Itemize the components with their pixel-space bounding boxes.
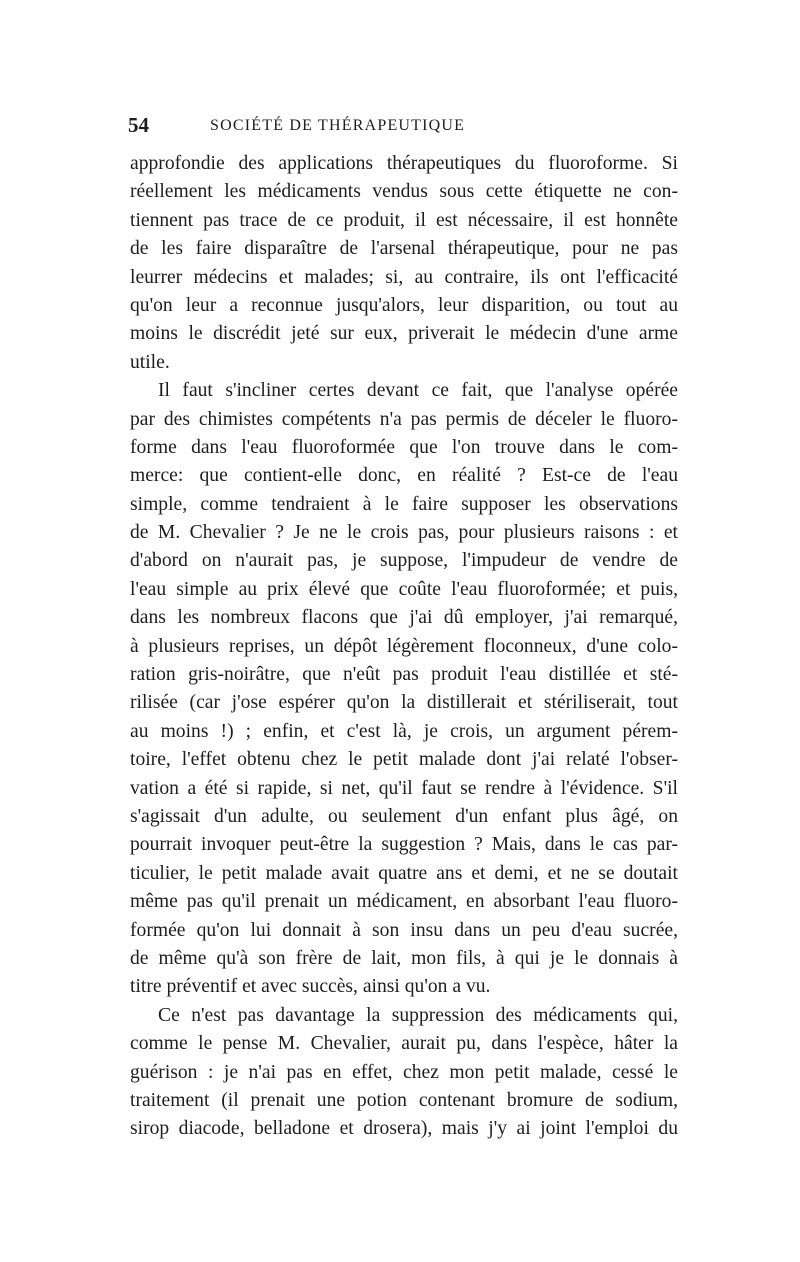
text-line: réellement les médicaments vendus sous cette étiquette ne con-: [130, 181, 678, 203]
text-line: même pas qu'il prenait un médicament, en absorbant l'eau fluoro-: [130, 891, 678, 913]
text-line: forme dans l'eau fluoroformée que l'on trouve dans le com-: [130, 436, 678, 458]
text-line: ticulier, le petit malade avait quatre ans et demi, et ne se doutait: [130, 862, 678, 884]
text-line: de même qu'à son frère de lait, mon fils, à qui je le donnais à: [130, 947, 678, 969]
text-line: titre préventif et avec succès, ainsi qu'on a vu.: [130, 976, 491, 998]
text-line: à plusieurs reprises, un dépôt légèrement floconneux, d'une colo-: [130, 635, 678, 657]
text-line: guérison : je n'ai pas en effet, chez mon petit malade, cessé le: [130, 1061, 678, 1083]
text-line: au moins !) ; enfin, et c'est là, je crois, un argument pérem-: [130, 720, 678, 742]
text-line: utile.: [130, 351, 170, 373]
running-title: SOCIÉTÉ DE THÉRAPEUTIQUE: [210, 117, 466, 134]
text-line: Ce n'est pas davantage la suppression des médicaments qui,: [158, 1004, 678, 1026]
text-line: par des chimistes compétents n'a pas permis de déceler le fluoro-: [130, 408, 678, 430]
text-line: pourrait invoquer peut-être la suggestion ? Mais, dans le cas par-: [130, 834, 678, 856]
text-line: de les faire disparaître de l'arsenal thérapeutique, pour ne pas: [130, 238, 678, 260]
text-line: dans les nombreux flacons que j'ai dû employer, j'ai remarqué,: [130, 607, 678, 629]
text-line: simple, comme tendraient à le faire supposer les observations: [130, 493, 678, 515]
text-line: formée qu'on lui donnait à son insu dans un peu d'eau sucrée,: [130, 919, 678, 941]
page-header: [128, 113, 680, 143]
text-line: traitement (il prenait une potion contenant bromure de sodium,: [130, 1089, 678, 1111]
text-line: ration gris-noirâtre, que n'eût pas produit l'eau distillée et sté-: [130, 664, 678, 686]
text-line: comme le pense M. Chevalier, aurait pu, dans l'espèce, hâter la: [130, 1033, 678, 1055]
text-line: d'abord on n'aurait pas, je suppose, l'impudeur de vendre de: [130, 550, 678, 572]
text-line: approfondie des applications thérapeutiques du fluoroforme. Si: [130, 153, 678, 174]
text-line: toire, l'effet obtenu chez le petit malade dont j'ai relaté l'obser-: [130, 749, 678, 771]
text-line: leurrer médecins et malades; si, au contraire, ils ont l'efficacité: [130, 266, 678, 288]
text-line: sirop diacode, belladone et drosera), mais j'y ai joint l'emploi du: [130, 1118, 678, 1140]
text-line: s'agissait d'un adulte, ou seulement d'un enfant plus âgé, on: [130, 805, 678, 827]
text-line: Il faut s'incliner certes devant ce fait, que l'analyse opérée: [158, 380, 678, 402]
text-line: moins le discrédit jeté sur eux, priverait le médecin d'une arme: [130, 323, 678, 345]
page-number: 54: [128, 113, 149, 137]
text-line: merce: que contient-elle donc, en réalité ? Est-ce de l'eau: [130, 465, 678, 487]
text-line: qu'on leur a reconnue jusqu'alors, leur disparition, ou tout au: [130, 294, 678, 316]
text-line: vation a été si rapide, si net, qu'il faut se rendre à l'évidence. S'il: [130, 777, 678, 799]
text-line: tiennent pas trace de ce produit, il est nécessaire, il est honnête: [130, 209, 678, 231]
text-line: l'eau simple au prix élevé que coûte l'eau fluoroformée; et puis,: [130, 578, 678, 600]
text-line: rilisée (car j'ose espérer qu'on la distillerait et stériliserait, tout: [130, 692, 678, 714]
text-line: de M. Chevalier ? Je ne le crois pas, pour plusieurs raisons : et: [130, 522, 678, 544]
body-text: [130, 150, 678, 1144]
